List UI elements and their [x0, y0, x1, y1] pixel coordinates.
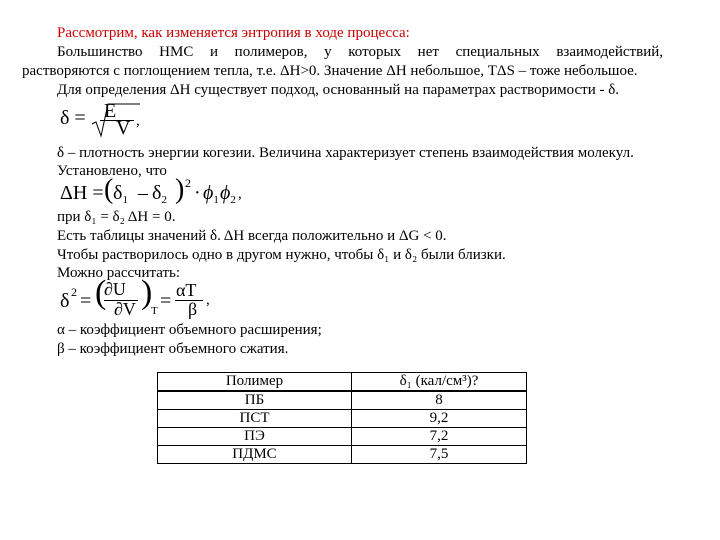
formula2-phi1-sub: 1: [213, 194, 219, 206]
formula3-power: 2: [71, 285, 77, 299]
formula1-comma: ,: [136, 113, 140, 129]
table-row: [158, 391, 527, 410]
table-row: [158, 410, 527, 428]
formula2-phi1: [203, 182, 219, 206]
formula2-phi2: [220, 182, 236, 206]
formula2-comma: ,: [238, 186, 242, 202]
formula1-numerator: E: [104, 100, 117, 122]
formula3-open-paren: (: [95, 274, 107, 311]
formula3-denominator: ∂V: [114, 299, 136, 319]
table-header-delta: δ₁ (кал/см³)?: [352, 373, 527, 392]
equality-condition: при δ₁ = δ₂ ΔH = 0.: [57, 209, 176, 225]
formula3-subscript: T: [151, 305, 158, 317]
polymer-table: [157, 372, 527, 464]
formula2-delta2-symbol: δ: [152, 182, 162, 204]
formula2-delta1-sub: 1: [122, 194, 128, 206]
table-header-row: [158, 373, 527, 392]
formula2-open-paren: (: [104, 174, 114, 205]
formula2-dot: ·: [194, 182, 201, 204]
delta-definition: δ – плотность энергии когезии. Величина характеризует степень взаимодействия молекул.: [57, 145, 634, 161]
dissolve-condition: Чтобы растворилось одно в другом нужно, чтобы δ₁ и δ₂ были близки.: [57, 247, 506, 263]
formula2-power: 2: [185, 176, 191, 190]
formula2-delta2-sub: 2: [161, 194, 167, 206]
formula2-minus: –: [138, 182, 148, 204]
table-cell-value: 7,5: [352, 446, 527, 464]
table-cell-polymer: ПЭ: [158, 428, 352, 446]
table-cell-polymer: ПДМС: [158, 446, 352, 464]
beta-definition: β – коэффициент объемного сжатия.: [57, 341, 289, 357]
formula3-right-numerator: αT: [176, 280, 197, 300]
formula2-delta2: [152, 182, 167, 206]
paragraph-1-line-2: растворяются с поглощением тепла, т.е. ΔH>0. Значение ΔH небольшое, TΔS – тоже небольшое.: [22, 63, 638, 79]
alpha-definition: α – коэффициент объемного расширения;: [57, 322, 322, 338]
table-cell-value: 8: [352, 391, 527, 410]
paragraph-2: Для определения ΔH существует подход, основанный на параметрах растворимости - δ.: [57, 82, 620, 98]
formula3-close-paren: ): [141, 274, 153, 311]
heading: Рассмотрим, как изменяется энтропия в ходе процесса:: [57, 25, 410, 41]
table-row: [158, 446, 527, 464]
table-cell-value: 9,2: [352, 410, 527, 428]
formula3-comma: ,: [206, 292, 210, 308]
table-cell-polymer: ПСТ: [158, 410, 352, 428]
tables-note: Есть таблицы значений δ. ΔH всегда положительно и ΔG < 0.: [57, 228, 447, 244]
formula2-phi2-symbol: ϕ: [220, 182, 231, 204]
formula3-right-denominator: β: [188, 299, 198, 319]
formula2-lhs: ΔH =: [60, 182, 104, 204]
formula3-numerator: ∂U: [104, 279, 126, 299]
formula2-phi2-sub: 2: [230, 194, 236, 206]
formula3-equals: =: [80, 290, 92, 312]
formula2-phi1-symbol: ϕ: [203, 182, 214, 204]
table-cell-polymer: ПБ: [158, 391, 352, 410]
formula2-close-paren: ): [175, 174, 185, 205]
formula2-delta1-symbol: δ: [113, 182, 123, 204]
table-cell-value: 7,2: [352, 428, 527, 446]
paragraph-1-line-1: Большинство НМС и полимеров, у которых нет специальных взаимодействий,: [57, 44, 663, 60]
formula3-equals-2: =: [160, 290, 172, 312]
can-calculate: Можно рассчитать:: [57, 265, 181, 281]
formula3-delta: δ: [60, 290, 70, 312]
table-header-polymer: Полимер: [158, 373, 352, 392]
formula2-delta1: [113, 182, 128, 206]
formula1-denominator: V: [116, 117, 131, 139]
formula1-lhs: δ =: [60, 107, 86, 129]
established-text: Установлено, что: [57, 163, 167, 179]
table-row: [158, 428, 527, 446]
